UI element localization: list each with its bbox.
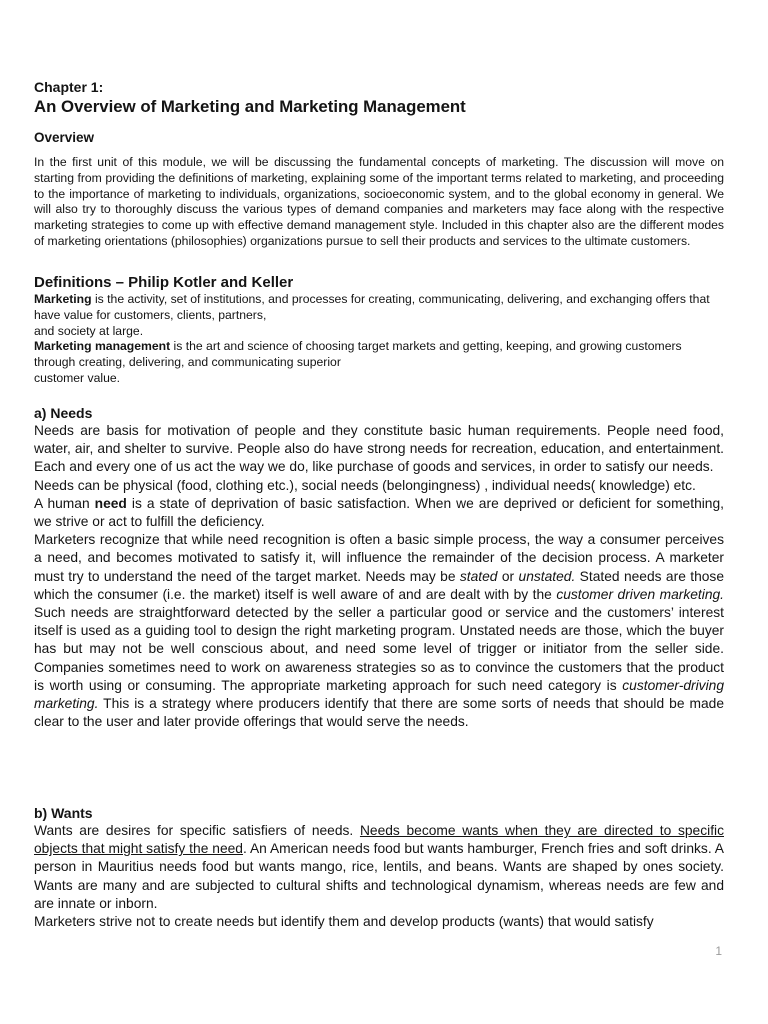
needs-text: Stated needs are those which the consumer (i.e. the market) itself is well aware of and are dealt with by the bbox=[34, 568, 725, 602]
needs-text: or bbox=[497, 568, 519, 584]
needs-paragraph-4 bbox=[34, 531, 724, 731]
overview-paragraph: In the first unit of this module, we will be discussing the fundamental concepts of marketing. The discussion will move on starting from providing the definitions of marketing, explaining some of the important terms related to marketing, and proceeding to the importance of marketing to individuals, organizations, socioeconomic system, and to the global economy in general. We will also try to thoroughly discuss the various types of demand companies and marketers may face along with the respective marketing strategies to come up with effective demand management style. Included in this chapter also are the different modes of marketing orientations (philosophies) organizations pursue to sell their products and services to the ultimate customers. bbox=[34, 155, 724, 248]
page-number: 1 bbox=[715, 944, 722, 958]
definitions-section bbox=[34, 292, 724, 387]
customer-driven-term: customer driven marketing. bbox=[556, 586, 724, 602]
chapter-label: Chapter 1: bbox=[34, 79, 104, 95]
need-term: need bbox=[94, 495, 127, 511]
needs-text: Such needs are straightforward detected by the seller a particular good or service and the customers’ interest itself is used as a guiding tool to design the right marketing program. Unstated needs are those, which the buyer has but may not be well conscious about, and need some level of trigger or initiator from the seller side. Companies sometimes need to work on awareness strategies so as to convince the customers that the product is worth using or consuming. The appropriate marketing approach for such need category is bbox=[34, 605, 724, 693]
needs-section bbox=[34, 422, 724, 731]
needs-text: This is a strategy where producers identify that there are some sorts of needs that should be made clear to the user and later provide offerings that would serve the needs. bbox=[34, 696, 724, 730]
definitions-heading: Definitions – Philip Kotler and Keller bbox=[34, 274, 294, 291]
needs-paragraph-2: Needs can be physical (food, clothing etc.), social needs (belongingness) , individual needs( knowledge) etc. bbox=[34, 477, 696, 493]
marketing-management-cont: customer value. bbox=[34, 370, 121, 385]
needs-text: Marketers recognize that while need recognition is often a basic simple process, the way a consumer perceives a need, and becomes motivated to satisfy it, will influence the remainder of the decision process. A marketer must try to understand the need of the target market. Needs may be bbox=[34, 532, 724, 584]
needs-paragraph-3 bbox=[34, 495, 724, 531]
wants-underlined-text: Needs become wants when they are directed to specific objects that might satisfy the need bbox=[34, 823, 724, 857]
needs-text: A human bbox=[34, 495, 95, 511]
wants-heading: b) Wants bbox=[34, 805, 93, 821]
needs-paragraph-1: Needs are basis for motivation of people and they constitute basic human requirements. People need food, water, air, and shelter to survive. People also do have strong needs for recreation, education, and entertainment. Each and every one of us act the way we do, like purchase of goods and services, in order to satisfy our needs. bbox=[34, 423, 724, 475]
marketing-management-text: is the art and science of choosing target markets and getting, keeping, and growing customers through creating, delivering, and communicating superior bbox=[34, 339, 682, 370]
customer-driving-term: customer-driving marketing. bbox=[34, 677, 724, 712]
needs-heading: a) Needs bbox=[34, 405, 93, 421]
marketing-definition-text: is the activity, set of institutions, and processes for creating, communicating, delivering, and exchanging offers that have value for customers, clients, partners, bbox=[34, 292, 710, 322]
unstated-term: unstated. bbox=[518, 568, 576, 584]
needs-text: is a state of deprivation of basic satisfaction. When we are deprived or deficient for something, we strive or act to fulfill the deficiency. bbox=[34, 495, 724, 530]
marketing-management-definition bbox=[34, 339, 724, 371]
overview-section bbox=[34, 155, 724, 250]
marketing-definition bbox=[34, 292, 724, 324]
stated-term: stated bbox=[459, 568, 498, 584]
wants-paragraph-1 bbox=[34, 822, 724, 913]
wants-text: Wants are desires for specific satisfiers of needs. bbox=[34, 823, 360, 838]
marketing-definition-cont: and society at large. bbox=[34, 323, 144, 338]
marketing-term: Marketing bbox=[34, 292, 92, 306]
wants-paragraph-2: Marketers strive not to create needs but identify them and develop products (wants) that would satisfy bbox=[34, 914, 654, 930]
wants-text: . An American needs food but wants hamburger, French fries and soft drinks. A person in Mauritius needs food but wants mango, rice, lentils, and beans. Wants are shaped by ones society. Wants are many and are subjected to cultural shifts and technological dynamism, whereas needs are few and are innate or inborn. bbox=[34, 841, 724, 911]
overview-heading: Overview bbox=[34, 130, 95, 145]
wants-section bbox=[34, 822, 724, 931]
page-title: An Overview of Marketing and Marketing Management bbox=[34, 97, 466, 116]
marketing-management-term: Marketing management bbox=[34, 339, 171, 354]
